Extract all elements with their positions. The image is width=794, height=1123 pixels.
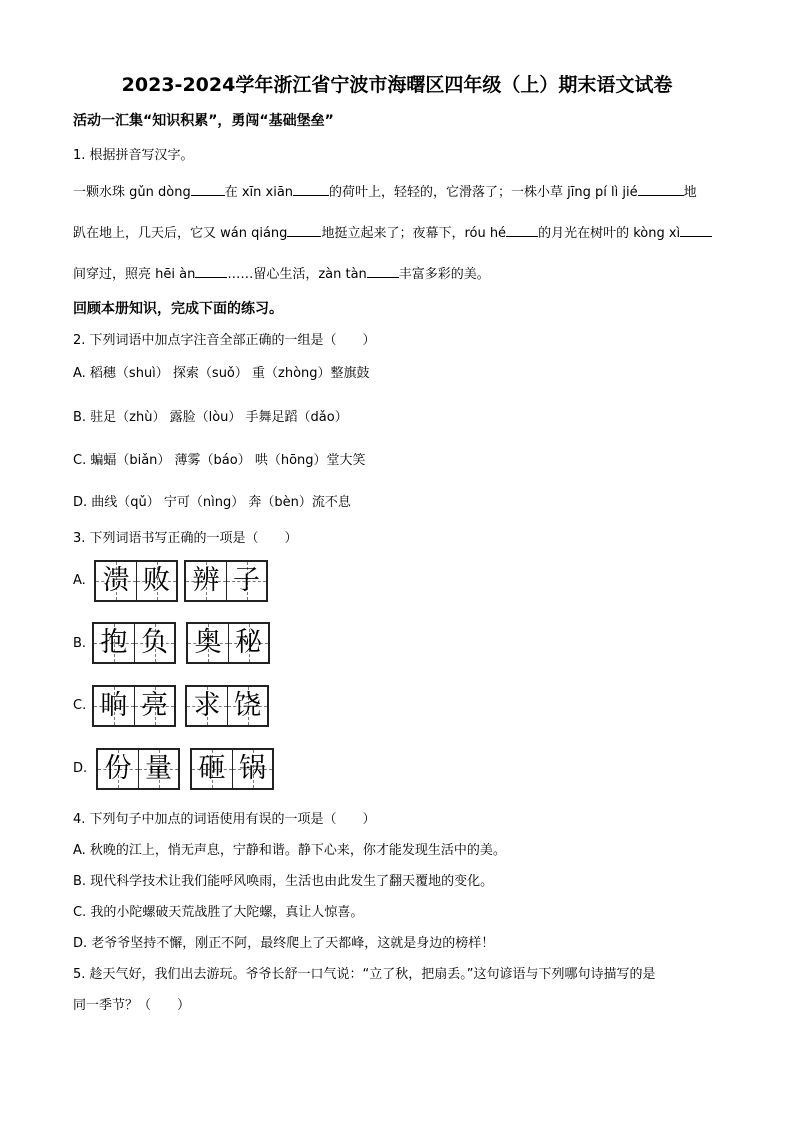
q3-option-c-word-1[interactable]: [92, 685, 176, 727]
character: 砸: [198, 753, 226, 784]
q3-option-a-word-1[interactable]: [94, 560, 178, 602]
writing-cell: [96, 562, 136, 600]
q4-option-a[interactable]: A. 秋晚的江上，悄无声息，宁静和谐。静下心来，你才能发现生活中的美。: [73, 843, 506, 858]
answer-blank[interactable]: [293, 181, 329, 196]
q1-text: ……留心生活，zàn tàn: [227, 267, 367, 282]
q1-text: 地: [683, 185, 697, 200]
character: 求: [193, 690, 221, 721]
writing-cell: [188, 624, 228, 662]
q3-option-d-word-1[interactable]: [96, 748, 180, 790]
q2-option-d[interactable]: D. 曲线（qǔ） 宁可（nìng） 奔（bèn）流不息: [73, 495, 351, 510]
character: 败: [143, 565, 170, 596]
q1-text: 地挺立起来了；夜幕下，róu hé: [321, 226, 507, 241]
character: 晌: [100, 690, 128, 721]
answer-blank[interactable]: [367, 263, 399, 278]
writing-cell: [232, 750, 272, 788]
character: 量: [145, 753, 172, 784]
q3-option-c-word-2[interactable]: [185, 685, 269, 727]
page-title: 2023-2024学年浙江省宁波市海曙区四年级（上）期末语文试卷: [121, 74, 673, 96]
writing-cell: [98, 750, 138, 788]
q4-option-b[interactable]: B. 现代科学技术让我们能呼风唤雨，生活也由此发生了翻天覆地的变化。: [73, 874, 494, 889]
q2-stem: 2. 下列词语中加点字注音全部正确的一组是（ ）: [73, 333, 376, 348]
writing-cell: [94, 687, 134, 725]
character: 锅: [239, 753, 266, 784]
q3-option-label[interactable]: A.: [73, 573, 86, 588]
section-heading-1: 活动一汇集“知识积累”，勇闯“基础堡垒”: [73, 113, 334, 129]
answer-blank[interactable]: [195, 263, 227, 278]
q1-text: 间穿过，照亮 hēi àn: [73, 267, 196, 282]
q1-stem: 1. 根据拼音写汉字。: [73, 148, 194, 163]
q2-option-c[interactable]: C. 蝙蝠（biǎn） 薄雾（báo） 哄（hōng）堂大笑: [73, 453, 366, 468]
q3-option-b-word-2[interactable]: [186, 622, 270, 664]
character: 秘: [235, 627, 262, 658]
writing-cell: [134, 687, 174, 725]
character: 溃: [102, 565, 130, 596]
character: 子: [233, 565, 260, 596]
q1-line-3: [73, 263, 490, 282]
character: 份: [104, 753, 132, 784]
answer-blank[interactable]: [191, 181, 225, 196]
q1-text: 在 xīn xiān: [224, 185, 294, 200]
writing-cell: [228, 624, 268, 662]
character: 亮: [141, 690, 168, 721]
writing-cell: [136, 562, 176, 600]
q1-text: 趴在地上，几天后，它又 wán qiáng: [73, 226, 288, 241]
answer-blank[interactable]: [680, 222, 712, 237]
q1-text: 丰富多彩的美。: [398, 267, 490, 282]
writing-cell: [138, 750, 178, 788]
writing-cell: [187, 687, 227, 725]
character: 辨: [192, 565, 220, 596]
writing-cell: [186, 562, 226, 600]
q2-option-b[interactable]: B. 驻足（zhù） 露脸（lòu） 手舞足蹈（dǎo）: [73, 410, 348, 425]
section-heading-2: 回顾本册知识，完成下面的练习。: [73, 301, 283, 317]
q1-text: 一颗水珠 gǔn dòng: [73, 185, 191, 200]
q4-option-d[interactable]: D. 老爷爷坚持不懈，刚正不阿，最终爬上了天都峰，这就是身边的榜样！: [73, 936, 495, 951]
q1-text: 的月光在树叶的 kòng xì: [538, 226, 681, 241]
character: 负: [141, 627, 168, 658]
character: 抱: [100, 627, 128, 658]
q3-option-label[interactable]: D.: [73, 761, 88, 776]
character: 饶: [234, 690, 261, 721]
q3-stem: 3. 下列词语书写正确的一项是（ ）: [73, 531, 298, 546]
q4-stem: 4. 下列句子中加点的词语使用有误的一项是（ ）: [73, 812, 376, 827]
writing-cell: [227, 687, 267, 725]
writing-cell: [134, 624, 174, 662]
q3-option-label[interactable]: C.: [73, 698, 87, 713]
q3-option-b-word-1[interactable]: [92, 622, 176, 664]
q1-line-1: [73, 181, 697, 200]
q5-stem-line-2: 同一季节？（ ）: [73, 998, 191, 1013]
q3-option-a-word-2[interactable]: [184, 560, 268, 602]
q3-option-label[interactable]: B.: [73, 636, 87, 651]
writing-cell: [94, 624, 134, 662]
answer-blank[interactable]: [638, 181, 684, 196]
answer-blank[interactable]: [287, 222, 321, 237]
q5-stem-line-1: 5. 趁天气好，我们出去游玩。爷爷长舒一口气说：“立了秋，把扇丢。”这句谚语与下列哪句诗描写的是: [73, 967, 656, 982]
character: 奥: [194, 627, 222, 658]
q1-line-2: [73, 222, 712, 241]
writing-cell: [226, 562, 266, 600]
writing-cell: [192, 750, 232, 788]
q3-option-d-word-2[interactable]: [190, 748, 274, 790]
answer-blank[interactable]: [506, 222, 538, 237]
q1-text: 的荷叶上，轻轻的，它滑落了；一株小草 jīng pí lì jié: [329, 185, 638, 200]
q4-option-c[interactable]: C. 我的小陀螺破天荒战胜了大陀螺，真让人惊喜。: [73, 905, 364, 920]
q2-option-a[interactable]: A. 稻穗（shuì） 探索（suǒ） 重（zhòng）整旗鼓: [73, 366, 370, 381]
